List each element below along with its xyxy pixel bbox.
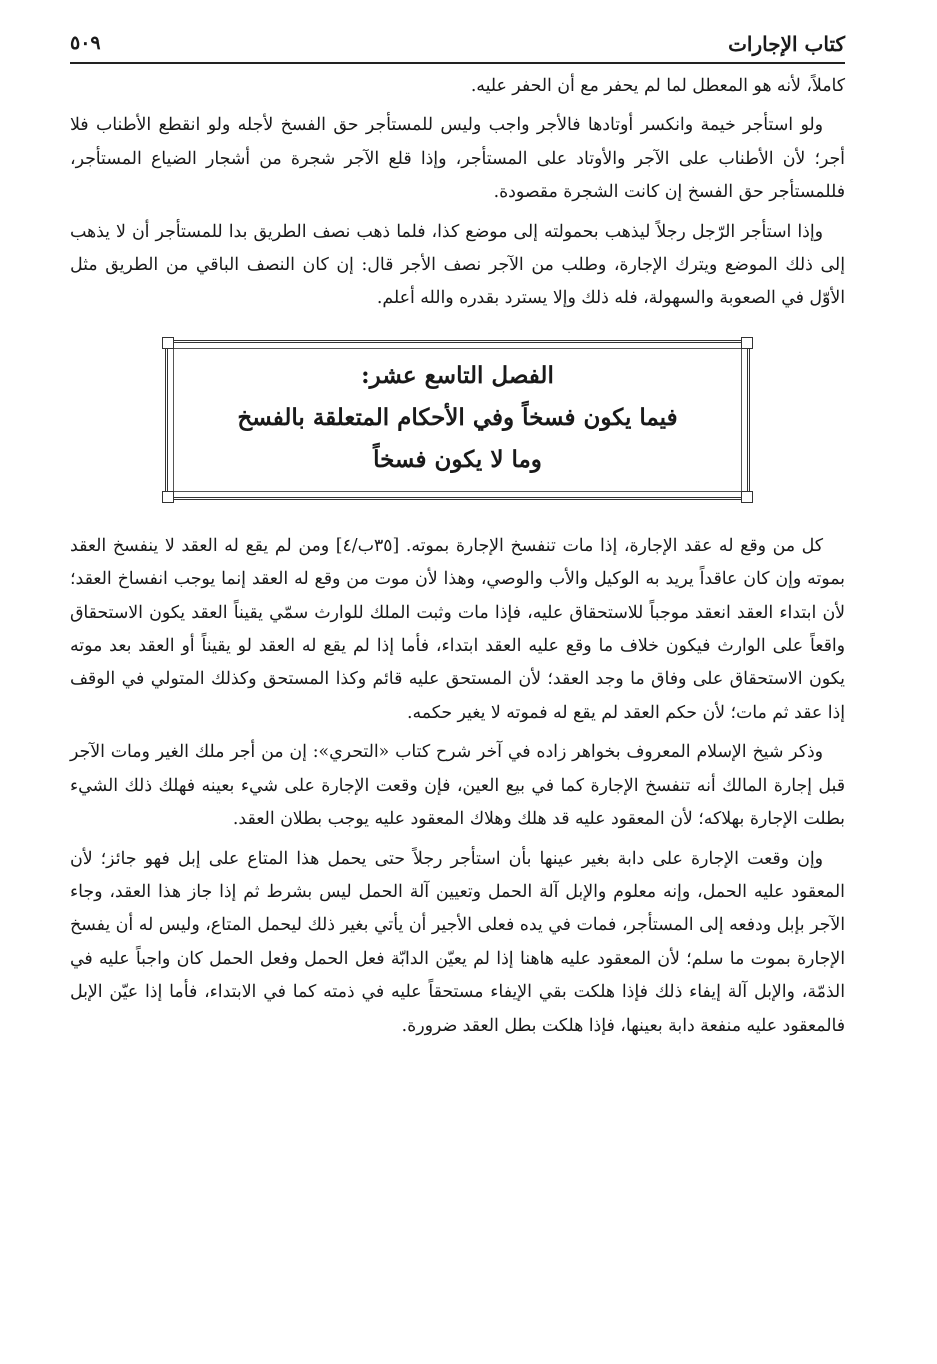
frame-corner-ornament: [741, 337, 753, 349]
chapter-title-line: وما لا يكون فسخاً: [373, 445, 542, 473]
chapter-heading: [173, 348, 742, 492]
paragraph: ولو استأجر خيمة وانكسر أوتادها فالأجر واجب وليس للمستأجر حق الفسخ لأجله ولو انقطع الأطناب فلا أجر؛ لأن الأطناب على الآجر والأوتاد على المستأجر، وإذا قلع الآجر شجرة من أشجار الضياع المستأجر، فللمستأجر حق الفسخ إن كانت الشجرة مقصودة.: [70, 115, 845, 203]
frame-corner-ornament: [162, 337, 174, 349]
chapter-heading-box: [165, 340, 750, 500]
body-text: [70, 70, 845, 1043]
frame-corner-ornament: [741, 491, 753, 503]
book-title: كتاب الإجارات: [728, 32, 845, 56]
paragraph: كل من وقع له عقد الإجارة، إذا مات تنفسخ الإجارة بموته. [٣٥ب/٤] ومن لم يقع له العقد لا ينفسخ العقد بموته وإن كان عاقداً يريد به الوكيل والأب والوصي، وهذا لأن موت من وقع له العقد إنما يوجب انفساخ العقد؛ لأن ابتداء العقد انعقد موجباً للاستحقاق عليه، فإذا مات وثبت الملك للوارث سمّي يقيناً العقد يكون الاستحقاق واقعاً على الوارث فيكون خلاف ما وقع عليه العقد ابتداء، فأما إذا لم يقع له العقد لو يقيناً أو العقد بعد موته يكون الاستحقاق على وفاق ما وجد العقد؛ لأن المستحق عليه قائم وكذا المستحق وكذلك المتولي في الوقف إذا عقد ثم مات؛ لأن حكم العقد لم يقع له فموته لا يغير حكمه.: [70, 535, 845, 723]
paragraph: كاملاً، لأنه هو المعطل لما لم يحفر مع أن الحفر عليه.: [470, 76, 845, 96]
paragraph: وإذا استأجر الرّجل رجلاً ليذهب بحمولته إلى موضع كذا، فلما ذهب نصف الطريق بدا للمستأجر أن لا يذهب إلى ذلك الموضع ويترك الإجارة، وطلب من الآجر نصف الأجر قال: إن كان النصف الباقي من الطريق مثل الأوّل في الصعوبة والسهولة، فله ذلك وإلا يسترد بقدره والله أعلم.: [70, 221, 845, 309]
book-page: [70, 28, 845, 1348]
paragraph: وإن وقعت الإجارة على دابة بغير عينها بأن استأجر رجلاً حتى يحمل هذا المتاع على إبل فهو جائز؛ لأن المعقود عليه الحمل، وإنه معلوم والإبل آلة الحمل وتعيين آلة الحمل ليس بشرط ثم إذا جاز هذا العقد، وجاء الآجر بإبل ودفعه إلى المستأجر، فمات في يده فعلى الأجير أن يأتي بغير ذلك ليحمل المتاع، وليس له أن يفسخ الإجارة بموت ما سلم؛ لأن المعقود عليه هاهنا إذا لم يعيّن الدابّة فعل الحمل وفعل الحمل كان واجباً عليه في الذمّة، والإبل آلة إيفاء ذلك فإذا هلكت بقي الإيفاء مستحقاً عليه في ذمته كما في الابتداء، فأما إذا عيّن الإبل فالمعقود عليه منفعة دابة بعينها، فإذا هلكت بطل العقد ضرورة.: [70, 848, 845, 1036]
page-number: ٥٠٩: [70, 32, 101, 54]
frame-corner-ornament: [162, 491, 174, 503]
running-header: [70, 28, 845, 64]
paragraph: وذكر شيخ الإسلام المعروف بخواهر زاده في آخر شرح كتاب «التحري»: إن من أجر ملك الغير ومات الآجر قبل إجارة المالك أنه تنفسخ الإجارة كما في بيع العين، فإن وقعت الإجارة على شيء بعينه فهلك ذلك الشيء بطلت الإجارة بهلاكه؛ لأن المعقود عليه قد هلك وهلاك المعقود عليه يوجب بطلان العقد.: [70, 742, 845, 830]
chapter-number: الفصل التاسع عشر:: [361, 361, 554, 389]
chapter-title-line: فيما يكون فسخاً وفي الأحكام المتعلقة بالفسخ: [237, 403, 678, 431]
